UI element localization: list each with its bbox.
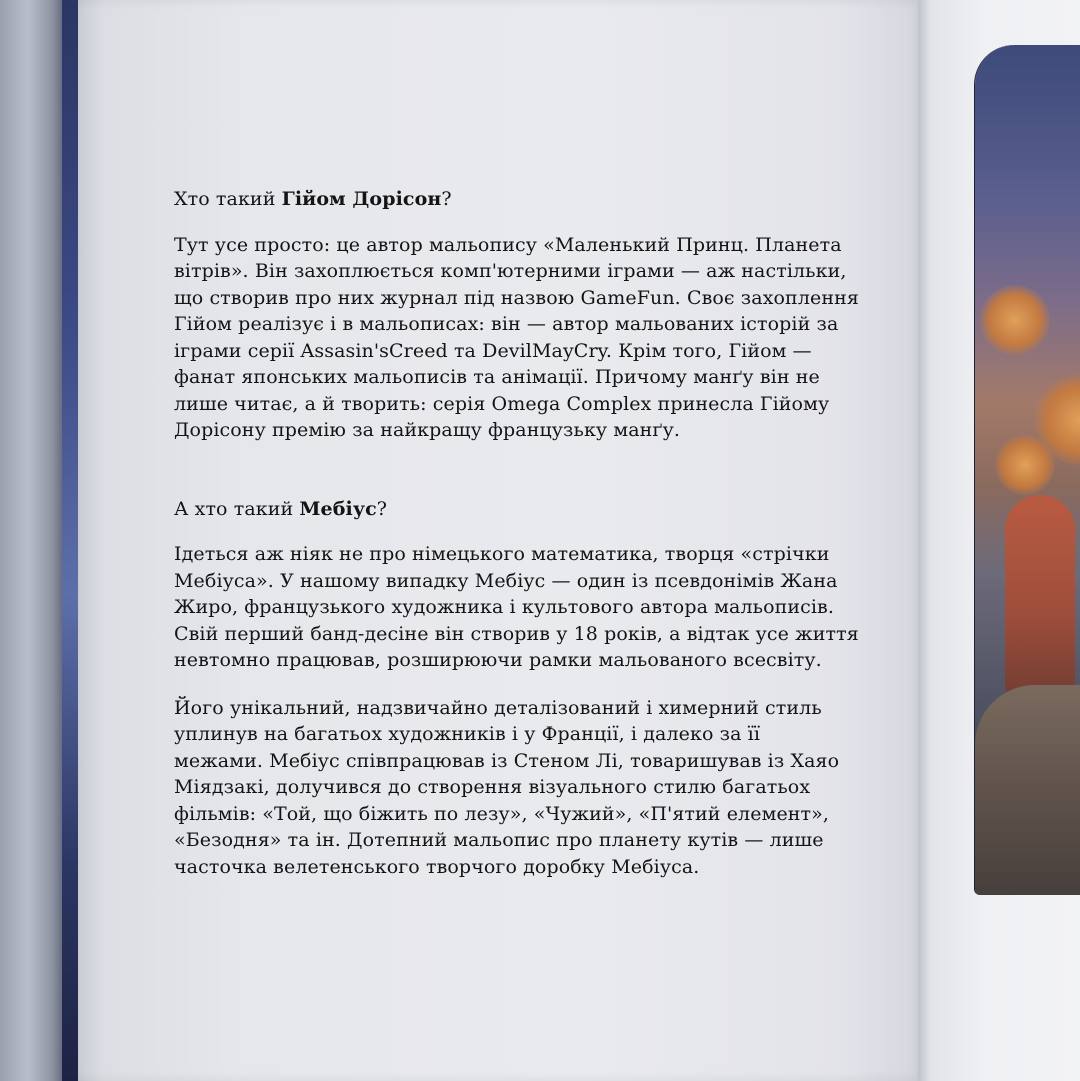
text-line: Свій перший банд-десіне він створив у 18 років, а відтак усе життя <box>174 622 859 645</box>
text-line: Жиро, французького художника і культового автора мальописів. <box>174 596 834 618</box>
text-line: Його унікальний, надзвичайно деталізований і химерний стиль <box>174 696 822 719</box>
text-line: часточка велетенського творчого доробку Мебіуса. <box>174 855 700 878</box>
text-line: «Безодня» та ін. Дотепний мальопис про планету кутів — лише <box>174 829 824 851</box>
heading-prefix: А хто такий <box>174 497 300 520</box>
illustration-image <box>975 45 1080 895</box>
text-line: Гійом реалізує і в мальописах: він — автор мальованих історій за <box>174 313 839 335</box>
paragraph-moebius-1 <box>174 541 859 674</box>
left-page-edges <box>0 0 70 1081</box>
text-line: Міядзакі, долучився до створення візуального стилю багатьох <box>174 776 811 798</box>
text-line: лише читає, а й творить: серія Omega Complex принесла Гійому <box>174 392 830 415</box>
heading-suffix: ? <box>376 497 388 520</box>
fox-figure <box>1005 495 1075 695</box>
text-line: уплинув на багатьох художників і у Франції, і далеко за її <box>174 723 761 745</box>
heading-doryson <box>174 186 834 213</box>
text-line: іграми серії Assasin'sCreed та DevilMayCry. Крім того, Гійом — <box>174 339 812 362</box>
heading-moebius <box>174 496 834 523</box>
article-text <box>174 186 859 880</box>
text-line: Дорісону премію за найкращу французьку манґу. <box>174 419 680 441</box>
rock-shape <box>975 685 1080 895</box>
text-line: межами. Мебіус співпрацював із Стеном Лі, товаришував із Хаяо <box>174 749 840 772</box>
cloud-shape <box>980 285 1050 355</box>
text-line: фанат японських мальописів та анімації. Причому манґу він не <box>174 366 820 388</box>
text-line: що створив про них журнал під назвою GameFun. Своє захоплення <box>174 286 859 309</box>
text-line: фільмів: «Той, що біжить по лезу», «Чужий», «П'ятий елемент», <box>174 802 830 825</box>
text-line: невтомно працював, розширюючи рамки мальованого всесвіту. <box>174 649 822 671</box>
text-line: вітрів». Він захоплюється комп'ютерними іграми — аж настільки, <box>174 260 847 282</box>
text-line: Мебіуса». У нашому випадку Мебіус — один із псевдонімів Жана <box>174 569 838 592</box>
text-line: Тут усе просто: це автор мальопису «Маленький Принц. Планета <box>174 233 842 256</box>
heading-name: Гійом Дорісон <box>281 188 442 210</box>
heading-suffix: ? <box>441 188 452 210</box>
heading-prefix: Хто такий <box>174 188 282 210</box>
paragraph-moebius-2 <box>174 695 840 881</box>
paragraph-doryson <box>174 232 859 444</box>
heading-name: Мебіус <box>299 497 377 520</box>
text-line: Ідеться аж ніяк не про німецького математика, творця «стрічки <box>174 543 830 565</box>
